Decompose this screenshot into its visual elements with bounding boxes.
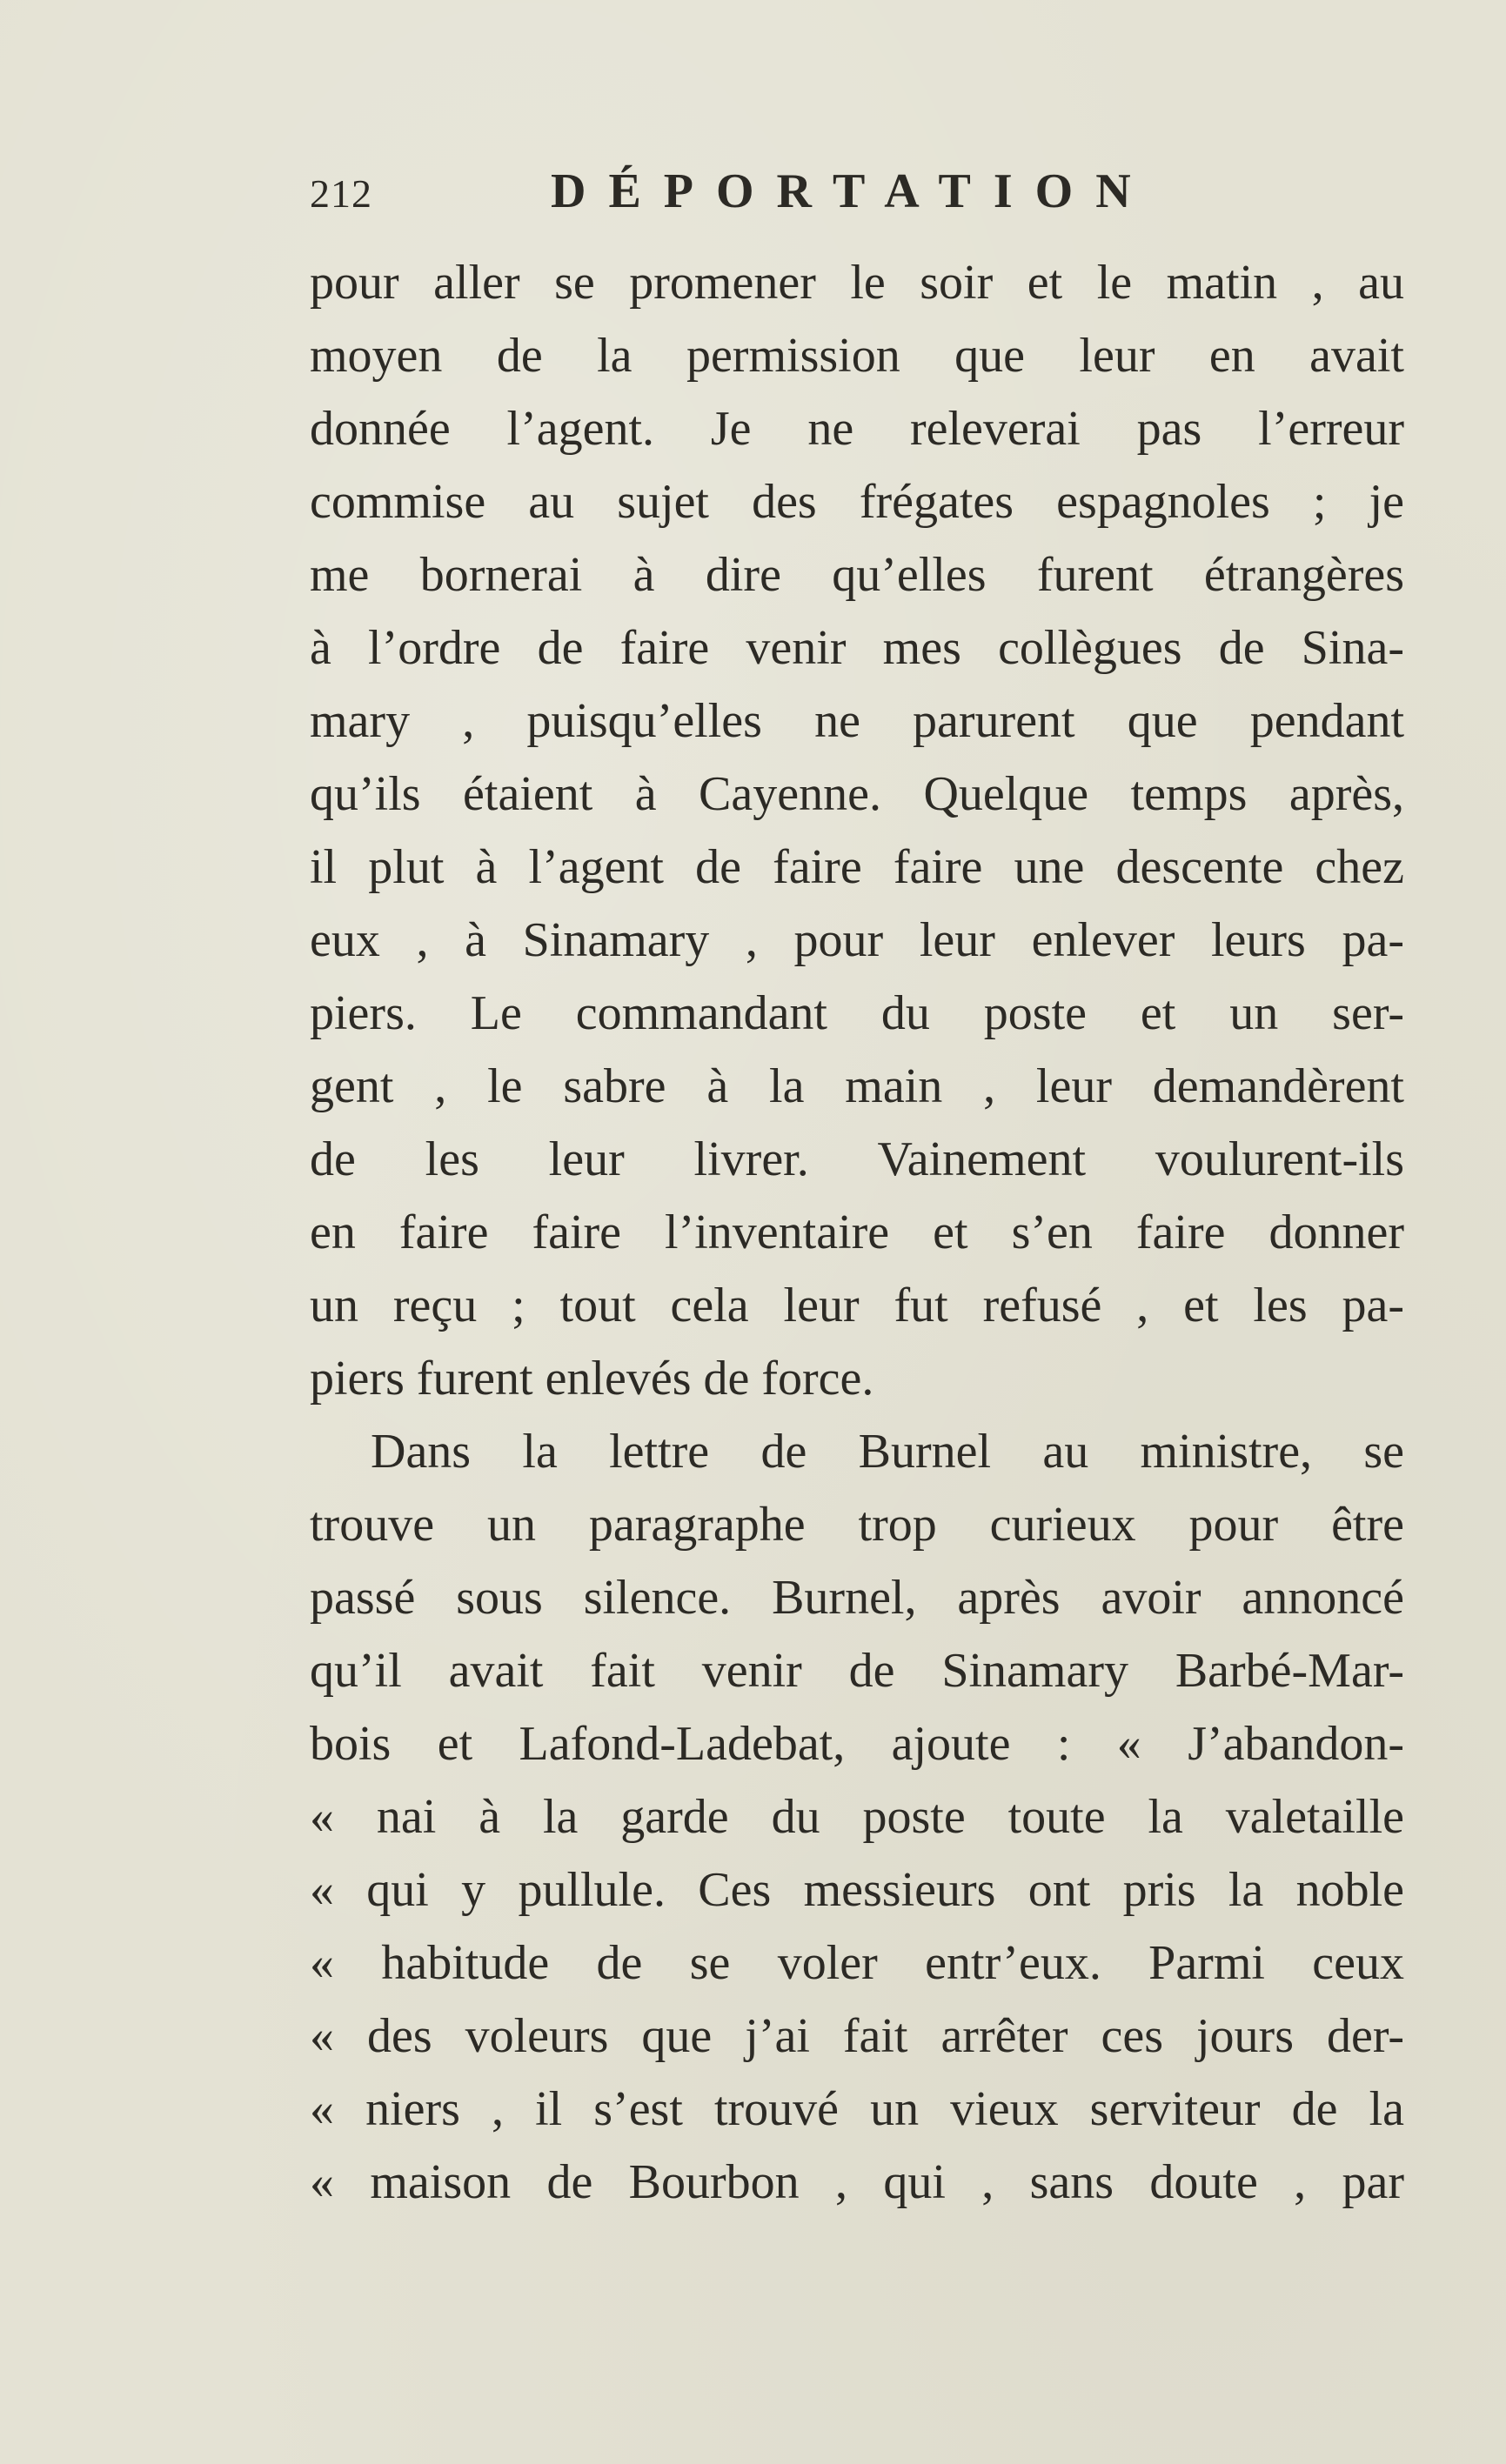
text-line: « nai à la garde du poste toute la valetaille [310,1790,1404,1844]
text-line: mary , puisqu’elles ne parurent que pendant [310,694,1404,748]
text-line: « qui y pullule. Ces messieurs ont pris la noble [310,1863,1404,1917]
text-line: me bornerai à dire qu’elles furent étrangères [310,548,1404,602]
text-line: qu’ils étaient à Cayenne. Quelque temps après, [310,767,1404,821]
text-line: gent , le sabre à la main , leur demandèrent [310,1059,1404,1113]
text-line: de les leur livrer. Vainement voulurent-ils [310,1132,1404,1186]
text-line: « niers , il s’est trouvé un vieux serviteur de la [310,2082,1404,2136]
running-title: DÉPORTATION [551,164,1154,218]
text-line: trouve un paragraphe trop curieux pour être [310,1498,1404,1552]
text-line: pour aller se promener le soir et le matin , au [310,256,1404,310]
text-line: qu’il avait fait venir de Sinamary Barbé-Mar- [310,1644,1404,1698]
text-line: moyen de la permission que leur en avait [310,329,1404,383]
text-line: « des voleurs que j’ai fait arrêter ces jours der- [310,2009,1404,2063]
text-line: « maison de Bourbon , qui , sans doute , par [310,2155,1404,2209]
text-line: « habitude de se voler entr’eux. Parmi ceux [310,1936,1404,1990]
text-line: un reçu ; tout cela leur fut refusé , et les pa- [310,1279,1404,1332]
text-line: piers. Le commandant du poste et un ser- [310,986,1404,1040]
text-line: donnée l’agent. Je ne releverai pas l’erreur [310,402,1404,456]
text-line: à l’ordre de faire venir mes collègues de Sina- [310,621,1404,675]
text-line: piers furent enlevés de force. [310,1352,874,1406]
page-header [310,164,1406,224]
text-line: bois et Lafond-Ladebat, ajoute : « J’abandon- [310,1717,1404,1771]
page-number: 212 [310,171,372,216]
text-line: en faire faire l’inventaire et s’en faire donner [310,1205,1404,1259]
text-line: Dans la lettre de Burnel au ministre, se [371,1425,1404,1479]
text-line: eux , à Sinamary , pour leur enlever leurs pa- [310,913,1404,967]
text-line: passé sous silence. Burnel, après avoir annoncé [310,1571,1404,1625]
body-text [310,246,1404,2212]
text-line: commise au sujet des frégates espagnoles ; je [310,475,1404,529]
text-line: il plut à l’agent de faire faire une descente chez [310,840,1404,894]
